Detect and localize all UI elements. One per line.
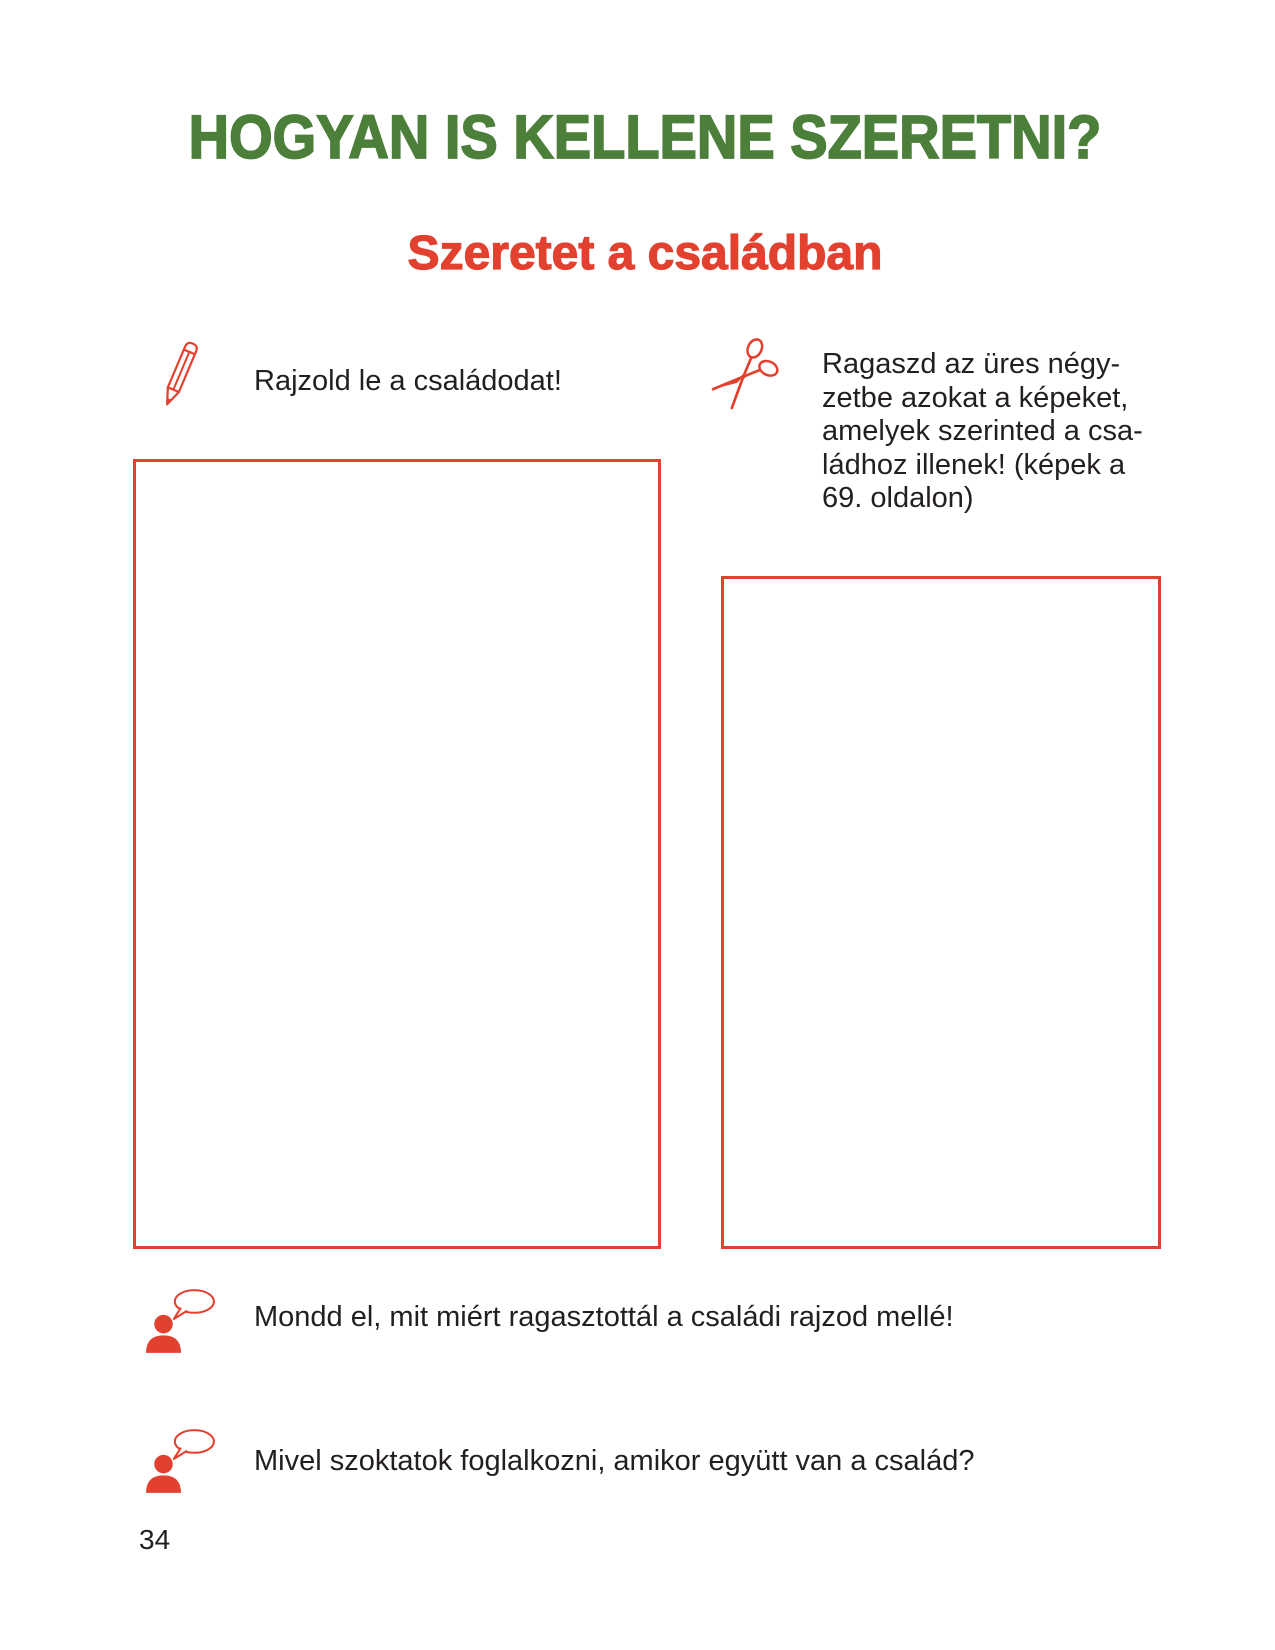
speech-person-icon <box>145 1288 217 1354</box>
paste-instruction-line: zetbe azokat a képeket, <box>822 381 1129 414</box>
family-drawing-box <box>133 459 661 1249</box>
paste-instruction-line: 69. oldalon) <box>822 482 974 515</box>
paste-instruction-line: Ragaszd az üres négy- <box>822 348 1121 380</box>
draw-instruction: Rajzold le a családodat! <box>254 365 562 397</box>
paste-instruction-line: ládhoz illenek! (képek a <box>822 448 1126 481</box>
page-number: 34 <box>139 1524 171 1555</box>
section-subtitle: Szeretet a családban <box>407 227 883 280</box>
paste-instruction-line: amelyek szerinted a csa- <box>822 415 1143 448</box>
picture-paste-box <box>721 576 1161 1249</box>
scissors-icon <box>712 338 783 409</box>
pencil-icon <box>158 338 202 410</box>
speech-person-icon <box>145 1428 217 1494</box>
discussion-prompt: Mondd el, mit miért ragasztottál a családi rajzod mellé! <box>254 1301 954 1333</box>
page-title: HOGYAN IS KELLENE SZERETNI? <box>188 101 1102 172</box>
discussion-prompt: Mivel szoktatok foglalkozni, amikor együtt van a család? <box>254 1445 975 1477</box>
paste-instruction <box>822 348 1143 516</box>
